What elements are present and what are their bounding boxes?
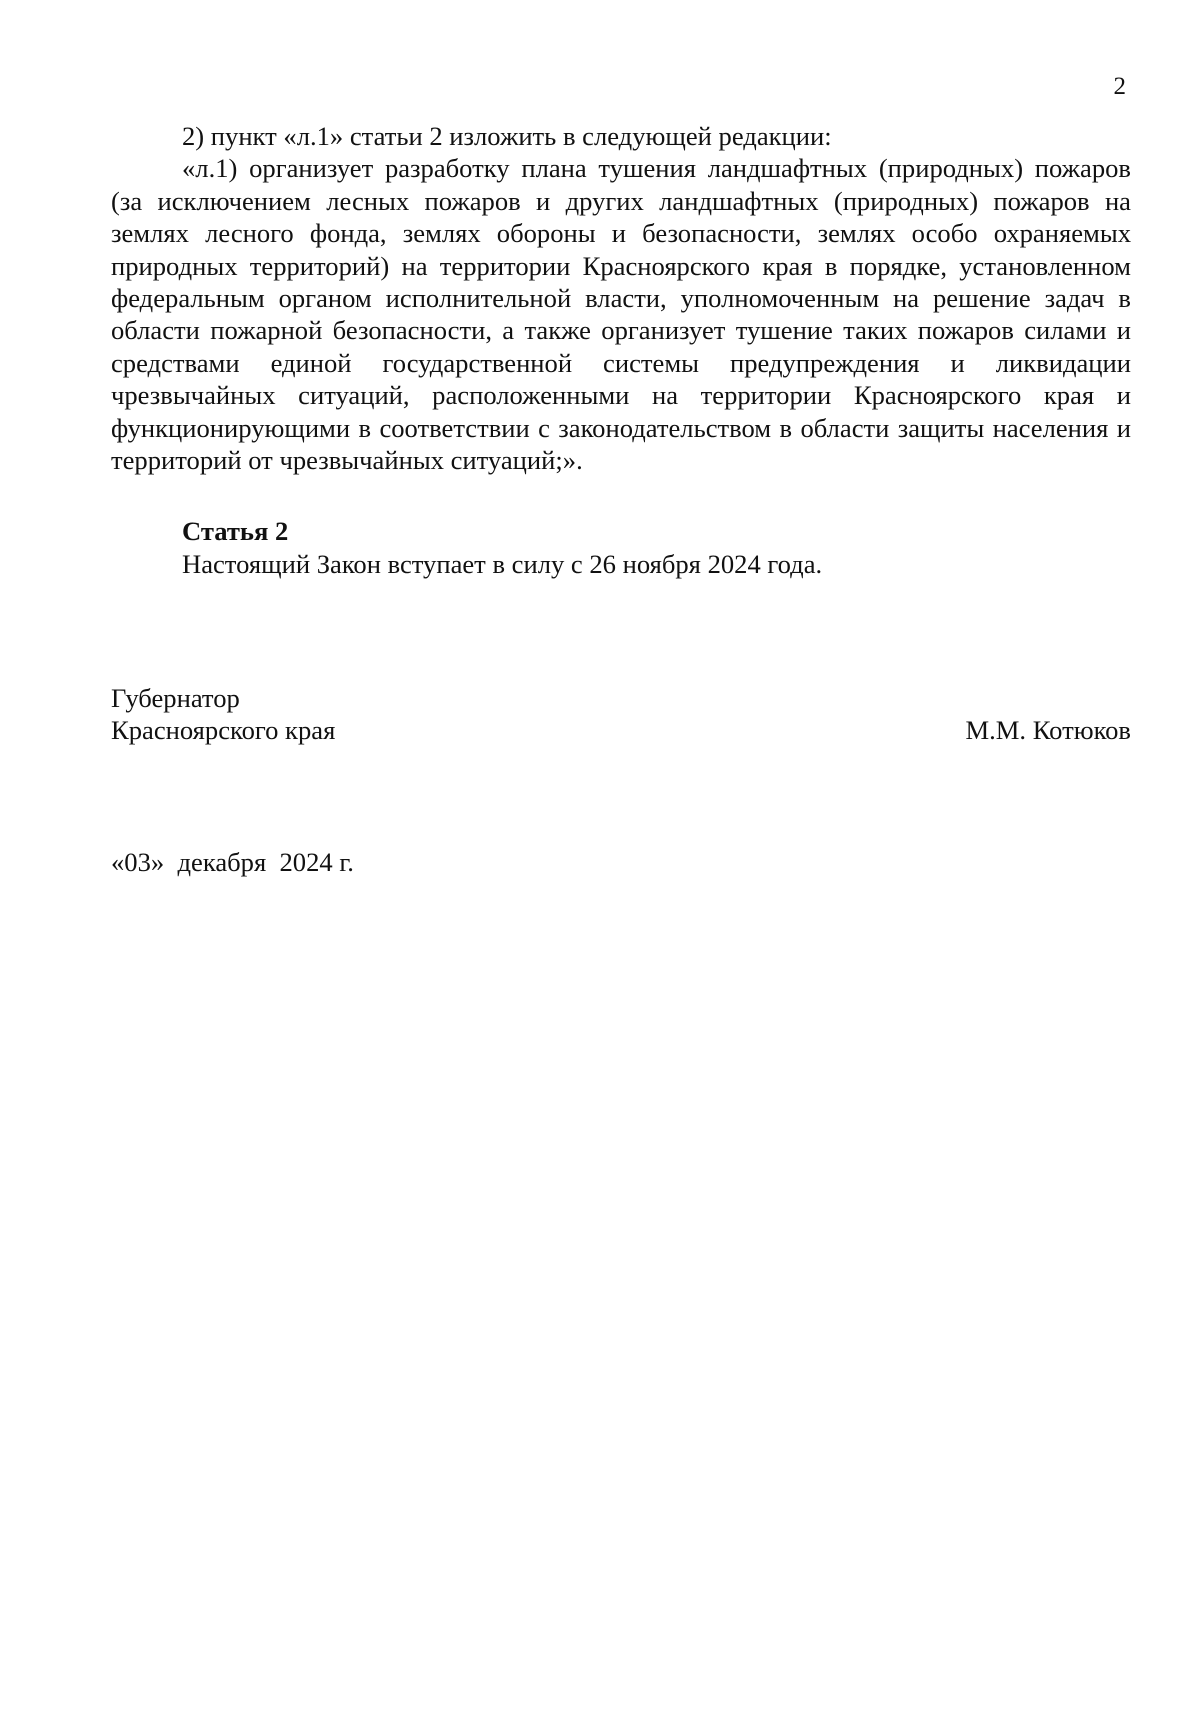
page-number: 2: [1113, 73, 1126, 100]
amendment-intro: 2) пункт «л.1» статьи 2 изложить в следующей редакции:: [182, 121, 832, 151]
document-date: «03» декабря 2024 г.: [111, 847, 354, 877]
article-2-heading: Статья 2: [182, 516, 289, 547]
article-2-text: Настоящий Закон вступает в силу с 26 ноября 2024 года.: [182, 548, 823, 579]
signatory-row: [111, 714, 1131, 746]
signature-block: [111, 682, 1131, 747]
amendment-text: «л.1) организует разработку плана тушения ландшафтных (природных) пожаров (за исключением лесных пожаров и других ландшафтных (природных) пожаров на землях лесного фонда, землях обороны и безопасности, землях особо охраняемых природных территорий) на территории Красноярского края в порядке, установленном федеральным органом исполнительной власти, уполномоченным на решение задач в области пожарной безопасности, а также организует тушение таких пожаров силами и средствами единой государственной системы предупреждения и ликвидации чрезвычайных ситуаций, расположенными на территории Красноярского края и функционирующими в соответствии с законодательством в области защиты населения и территорий от чрезвычайных ситуаций;».: [111, 153, 1131, 476]
document-body: [111, 120, 1131, 580]
signatory-name: М.М. Котюков: [965, 715, 1131, 746]
signatory-title-line1: Губернатор: [111, 683, 240, 713]
signatory-title-line2: Красноярского края: [111, 715, 336, 746]
article-2: [111, 515, 1131, 580]
